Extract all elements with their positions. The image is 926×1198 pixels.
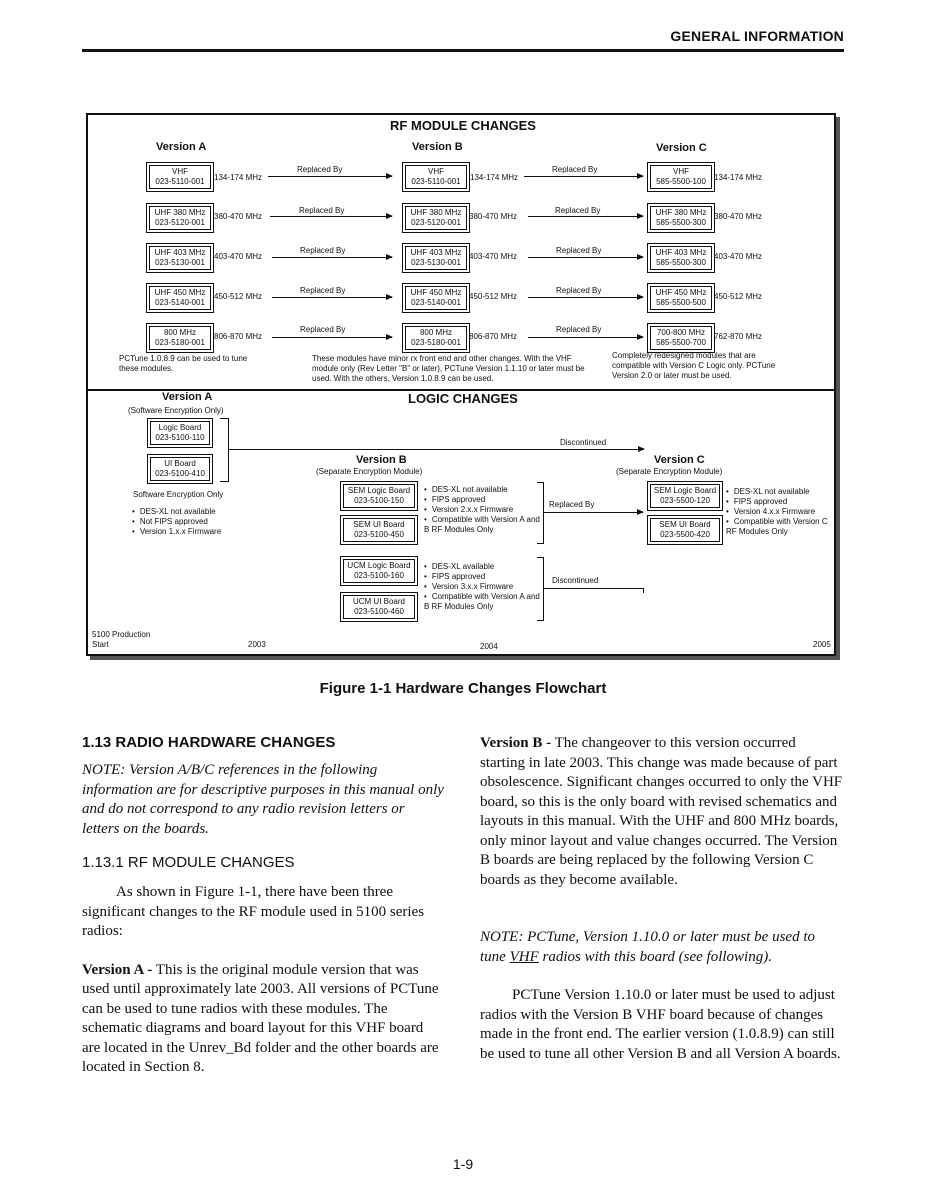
rf-a-frequency: 134-174 MHz [214,173,263,182]
bullet-item: • Compatible with Version A and B RF Modules Only [424,515,542,535]
version-b-paragraph: Version B - The changeover to this version occurred starting in late 2003. This change was made because of part obsolescence. Significant changes occurred to only the VHF board, so this is the only board with revised schematics and layouts in this manual. With the UHF and 800 MHz boards, only minor layout and value changes occurred. The Version B boards are being replaced by the following Version C boards as they become available. [480,735,843,888]
bullet-item: • DES-XL not available [424,485,542,495]
rf-c-module-box: 700-800 MHz 585-5500-700 [650,326,712,350]
rf-c-frequency: 134-174 MHz [714,173,763,182]
logic-ucm-logic-board: UCM Logic Board 023-5100-160 [343,559,415,583]
discontinued-label: Discontinued [560,438,607,447]
rf-b-frequency: 806-870 MHz [469,332,518,341]
rf-a-module-box: UHF 380 MHz 023-5120-001 [149,206,211,230]
running-header: GENERAL INFORMATION [670,28,844,44]
logic-ucm-bracket [537,557,544,621]
body-paragraph: PCTune Version 1.10.0 or later must be used to adjust radios with the Version B VHF board because of changes made in the front end. The earlier version (1.0.8.9) can still be used to tune all other Version B and all Version A boards. [480,987,841,1062]
rf-version-a-heading: Version A [156,141,207,153]
replaced-by-label: Replaced By [555,206,601,215]
timeline-start-line1: 5100 Production [92,630,151,639]
rf-b-module-box: VHF 023-5110-001 [405,165,467,189]
logic-a-bracket [220,418,229,482]
rf-c-frequency: 380-470 MHz [714,212,763,221]
rf-a-module-box: UHF 403 MHz 023-5130-001 [149,246,211,270]
body-paragraph: As shown in Figure 1-1, there have been three significant changes to the RF module used in 5100 series radios: [82,884,425,939]
replaced-by-arrow [528,337,643,338]
replaced-by-label: Replaced By [556,246,602,255]
rf-a-frequency: 380-470 MHz [214,212,263,221]
logic-a-bullets [132,507,221,537]
left-column [82,734,444,1078]
discontinued-label: Discontinued [552,576,599,585]
discontinued-arrow [228,449,644,450]
logic-c-bullets [726,487,834,537]
note-paragraph: NOTE: PCTune, Version 1.10.0 or later must be used to tune VHF radios with this board (see following). [480,929,816,965]
replaced-by-label: Replaced By [300,246,346,255]
replaced-by-arrow [528,297,643,298]
bullet-item: • Compatible with Version C RF Modules Only [726,517,834,537]
rf-b-module-box: UHF 380 MHz 023-5120-001 [405,206,467,230]
replaced-by-label: Replaced By [300,286,346,295]
replaced-by-arrow [272,257,392,258]
rf-b-frequency: 450-512 MHz [469,292,518,301]
rf-c-module-box: UHF 403 MHz 585-5500-300 [650,246,712,270]
rf-a-module-box: VHF 023-5110-001 [149,165,211,189]
version-a-paragraph: Version A - This is the original module version that was used until approximately late 2003. All versions of PCTune can be used to tune radios with these modules. The schematic diagrams and board layout for this VHF board are located in the Unrev_Bd folder and the other boards are located in Section 8. [82,961,439,1075]
logic-a-note: Software Encryption Only [133,490,224,499]
bullet-item: • DES-XL not available [132,507,221,517]
subsection-heading: 1.13.1 RF MODULE CHANGES [82,854,295,871]
logic-ucm-bullets [424,562,542,612]
logic-a-logic-board: Logic Board 023-5100-110 [150,421,210,445]
logic-c-sem-ui-board: SEM UI Board 023-5500-420 [650,518,720,542]
rf-module-changes-title: RF MODULE CHANGES [390,118,536,133]
replaced-by-label: Replaced By [297,165,343,174]
rf-c-module-box: UHF 380 MHz 585-5500-300 [650,206,712,230]
figure-caption: Figure 1-1 Hardware Changes Flowchart [319,680,607,697]
logic-a-subtitle: (Software Encryption Only) [128,406,224,415]
bullet-item: • Version 4.x.x Firmware [726,507,834,517]
bullet-item: • Version 1.x.x Firmware [132,527,221,537]
bullet-item: • FIPS approved [726,497,834,507]
discontinued-stub [643,588,644,593]
section-heading: 1.13 RADIO HARDWARE CHANGES [82,734,336,751]
logic-changes-title: LOGIC CHANGES [408,391,518,406]
bullet-item: • Compatible with Version A and B RF Modules Only [424,592,542,612]
rf-b-frequency: 403-470 MHz [469,252,518,261]
replaced-by-arrow [528,257,643,258]
rf-a-module-box: UHF 450 MHz 023-5140-001 [149,286,211,310]
page-number: 1-9 [452,1156,474,1172]
rf-a-frequency: 450-512 MHz [214,292,263,301]
timeline-year-2005: 2005 [813,640,831,649]
replaced-by-arrow [524,176,643,177]
rf-c-module-box: UHF 450 MHz 585-5500-500 [650,286,712,310]
bullet-item: • FIPS approved [424,572,542,582]
rf-b-module-box: UHF 403 MHz 023-5130-001 [405,246,467,270]
rf-version-b-note: These modules have minor rx front end and other changes. With the VHF module only (Rev Letter "B" or later), PCTune Version 1.1.10 or later must be used. With the others, Version 1.0.8.9 can be used. [312,354,585,383]
rf-version-c-note: Completely redesigned modules that are compatible with Version C Logic only. PCTune Version 2.0 or later must be used. [612,351,776,380]
rf-c-frequency: 762-870 MHz [714,332,763,341]
logic-b-bullets [424,485,542,535]
bullet-item: • DES-XL available [424,562,542,572]
logic-c-sem-logic-board: SEM Logic Board 023-5500-120 [650,484,720,508]
rf-c-frequency: 403-470 MHz [714,252,763,261]
bullet-item: • Version 2.x.x Firmware [424,505,542,515]
rf-a-module-box: 800 MHz 023-5180-001 [149,326,211,350]
logic-c-subtitle: (Separate Encryption Module) [616,467,723,476]
rf-version-c-heading: Version C [656,142,707,154]
logic-b-sem-logic-board: SEM Logic Board 023-5100-150 [343,484,415,508]
rf-version-b-heading: Version B [412,141,463,153]
timeline-year-2004: 2004 [480,642,498,651]
timeline-start-line2: Start [92,640,109,649]
replaced-by-arrow [543,512,643,513]
note-paragraph: NOTE: Version A/B/C references in the following information are for descriptive purposes in this manual only and do not correspond to any radio revision letters or letters on the boards. [82,762,444,837]
rf-a-frequency: 806-870 MHz [214,332,263,341]
rf-c-module-box: VHF 585-5500-100 [650,165,712,189]
replaced-by-arrow [528,216,643,217]
timeline-year-2003: 2003 [248,640,266,649]
logic-b-bracket [537,482,544,544]
replaced-by-label: Replaced By [556,286,602,295]
rf-b-frequency: 134-174 MHz [470,173,519,182]
replaced-by-label: Replaced By [299,206,345,215]
rf-c-frequency: 450-512 MHz [714,292,763,301]
logic-b-subtitle: (Separate Encryption Module) [316,467,423,476]
logic-version-b-heading: Version B [356,454,407,466]
bullet-item: • FIPS approved [424,495,542,505]
logic-a-ui-board: UI Board 023-5100-410 [150,457,210,481]
rf-version-a-note: PCTune 1.0.8.9 can be used to tune these modules. [119,354,248,373]
discontinued-line [543,588,643,589]
rf-a-frequency: 403-470 MHz [214,252,263,261]
bullet-item: • Not FIPS approved [132,517,221,527]
logic-version-a-heading: Version A [162,391,213,403]
replaced-by-label: Replaced By [549,500,595,509]
replaced-by-arrow [272,297,392,298]
header-rule [82,49,844,52]
logic-ucm-ui-board: UCM UI Board 023-5100-460 [343,595,415,619]
bullet-item: • Version 3.x.x Firmware [424,582,542,592]
replaced-by-arrow [270,216,392,217]
bullet-item: • DES-XL not available [726,487,834,497]
rf-b-module-box: UHF 450 MHz 023-5140-001 [405,286,467,310]
rf-b-frequency: 380-470 MHz [469,212,518,221]
logic-b-sem-ui-board: SEM UI Board 023-5100-450 [343,518,415,542]
rf-b-module-box: 800 MHz 023-5180-001 [405,326,467,350]
replaced-by-label: Replaced By [556,325,602,334]
logic-version-c-heading: Version C [654,454,705,466]
replaced-by-arrow [268,176,392,177]
replaced-by-label: Replaced By [300,325,346,334]
replaced-by-arrow [272,337,392,338]
replaced-by-label: Replaced By [552,165,598,174]
right-column [480,734,844,1064]
